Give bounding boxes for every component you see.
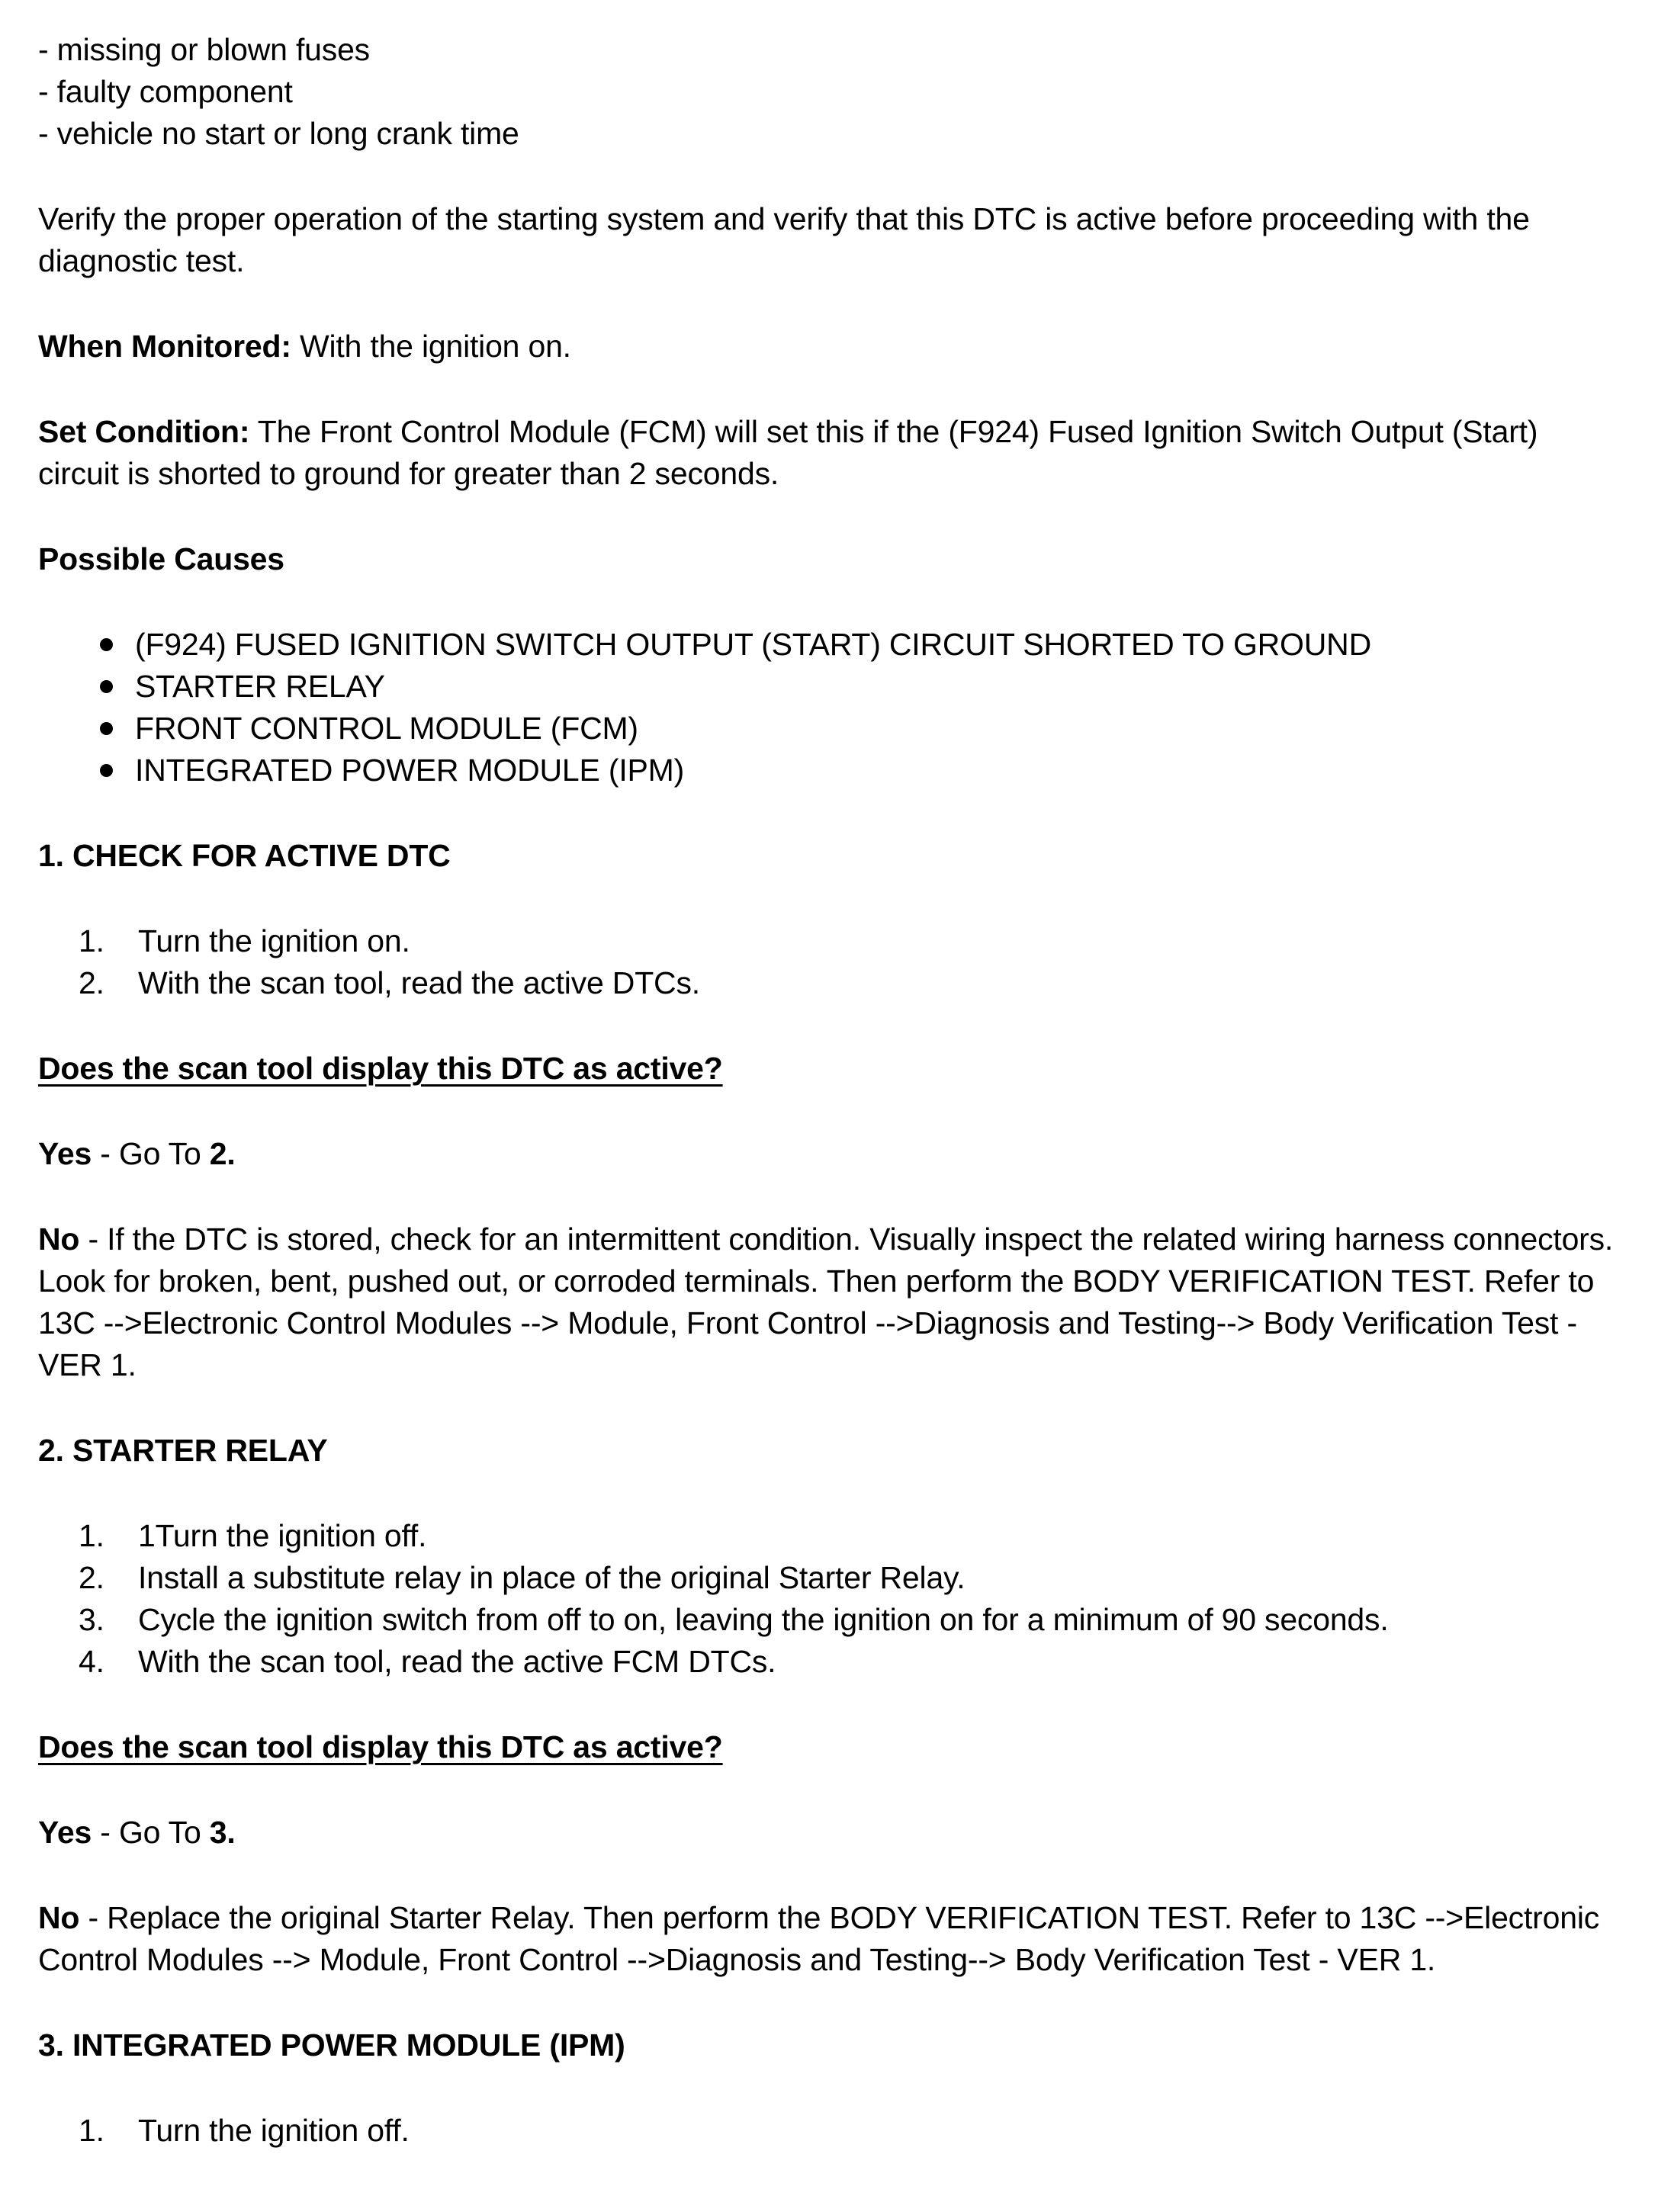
set-condition-text: The Front Control Module (FCM) will set this if the (F924) Fused Ignition Switch Output (Start) circuit is shorted to ground for greater than 2 seconds. bbox=[38, 414, 1538, 491]
cause-text: INTEGRATED POWER MODULE (IPM) bbox=[135, 753, 685, 788]
no-text: - Replace the original Starter Relay. Then perform the BODY VERIFICATION TEST. Refer to 13C -->Electronic Control Modules --> Module, Front Control -->Diagnosis and Testing--> Body Verification Test - VER 1. bbox=[38, 1900, 1600, 1977]
step-number bbox=[79, 920, 138, 962]
possible-causes-heading: Possible Causes bbox=[38, 541, 284, 576]
when-monitored-label: When Monitored: bbox=[38, 329, 291, 364]
step-text: Turn the ignition off. bbox=[138, 2113, 410, 2148]
no-label: No bbox=[38, 1900, 80, 1935]
step-text: Cycle the ignition switch from off to on, leaving the ignition on for a minimum of 90 seconds. bbox=[138, 1602, 1389, 1637]
no-text: - If the DTC is stored, check for an intermittent condition. Visually inspect the related wiring harness connectors. Look for broken, bent, pushed out, or corroded terminals. Then perform the BODY VERIFICATION TEST. Refer to 13C -->Electronic Control Modules --> Module, Front Control -->Diagnosis and Testing--> Body Verification Test - VER 1. bbox=[38, 1222, 1614, 1382]
yes-label: Yes bbox=[38, 1136, 92, 1171]
section-2-no-answer bbox=[38, 1897, 1620, 1981]
yes-label: Yes bbox=[38, 1815, 92, 1850]
step-item bbox=[79, 2110, 1620, 2152]
step-item bbox=[79, 1599, 1620, 1641]
step-item bbox=[79, 962, 1620, 1004]
bullet-icon bbox=[100, 722, 113, 735]
step-number bbox=[79, 1557, 138, 1599]
when-monitored-text: With the ignition on. bbox=[299, 329, 571, 364]
intro-paragraph: Verify the proper operation of the starting system and verify that this DTC is active before proceeding with the diagnostic test. bbox=[38, 201, 1530, 278]
set-condition-label: Set Condition: bbox=[38, 414, 250, 449]
cause-item bbox=[100, 750, 1620, 791]
bullet-icon bbox=[100, 680, 113, 693]
step-text: Turn the ignition on. bbox=[138, 923, 410, 958]
section-1-no-answer bbox=[38, 1218, 1620, 1386]
step-text: 1Turn the ignition off. bbox=[138, 1518, 427, 1553]
step-item bbox=[79, 920, 1620, 962]
section-1-question: Does the scan tool display this DTC as active? bbox=[38, 1051, 723, 1086]
step-item bbox=[79, 1641, 1620, 1683]
section-2-steps bbox=[38, 1515, 1620, 1683]
set-condition-paragraph bbox=[38, 411, 1620, 495]
step-item bbox=[79, 1557, 1620, 1599]
no-label: No bbox=[38, 1222, 80, 1257]
section-2-question: Does the scan tool display this DTC as active? bbox=[38, 1729, 723, 1764]
cause-text: FRONT CONTROL MODULE (FCM) bbox=[135, 711, 638, 746]
cause-item bbox=[100, 624, 1620, 666]
step-number bbox=[79, 1599, 138, 1641]
cause-text: (F924) FUSED IGNITION SWITCH OUTPUT (START) CIRCUIT SHORTED TO GROUND bbox=[135, 627, 1371, 662]
step-text: With the scan tool, read the active FCM DTCs. bbox=[138, 1644, 776, 1679]
step-text: Install a substitute relay in place of the original Starter Relay. bbox=[138, 1560, 966, 1595]
section-3-steps bbox=[38, 2110, 1620, 2152]
yes-text: - Go To bbox=[100, 1815, 201, 1850]
symptom-list bbox=[38, 29, 1620, 155]
cause-item bbox=[100, 666, 1620, 708]
yes-target: 3. bbox=[209, 1815, 236, 1850]
step-number bbox=[79, 1641, 138, 1683]
cause-text: STARTER RELAY bbox=[135, 669, 385, 704]
step-item bbox=[79, 1515, 1620, 1557]
symptom-line: - vehicle no start or long crank time bbox=[38, 116, 519, 151]
bullet-icon bbox=[100, 638, 113, 651]
when-monitored-paragraph bbox=[38, 326, 1620, 368]
step-number bbox=[79, 2110, 138, 2152]
bullet-icon bbox=[100, 764, 113, 777]
step-number bbox=[79, 962, 138, 1004]
step-number bbox=[79, 1515, 138, 1557]
section-1-heading: 1. CHECK FOR ACTIVE DTC bbox=[38, 838, 451, 873]
section-1-steps bbox=[38, 920, 1620, 1004]
section-1-yes-answer bbox=[38, 1133, 1620, 1175]
section-3-heading: 3. INTEGRATED POWER MODULE (IPM) bbox=[38, 2027, 625, 2063]
step-text: With the scan tool, read the active DTCs. bbox=[138, 965, 700, 1000]
section-2-heading: 2. STARTER RELAY bbox=[38, 1433, 328, 1468]
symptom-line: - missing or blown fuses bbox=[38, 32, 370, 67]
possible-causes-list bbox=[38, 624, 1620, 791]
section-2-yes-answer bbox=[38, 1812, 1620, 1854]
cause-item bbox=[100, 708, 1620, 750]
symptom-line: - faulty component bbox=[38, 74, 293, 109]
yes-text: - Go To bbox=[100, 1136, 201, 1171]
yes-target: 2. bbox=[209, 1136, 236, 1171]
